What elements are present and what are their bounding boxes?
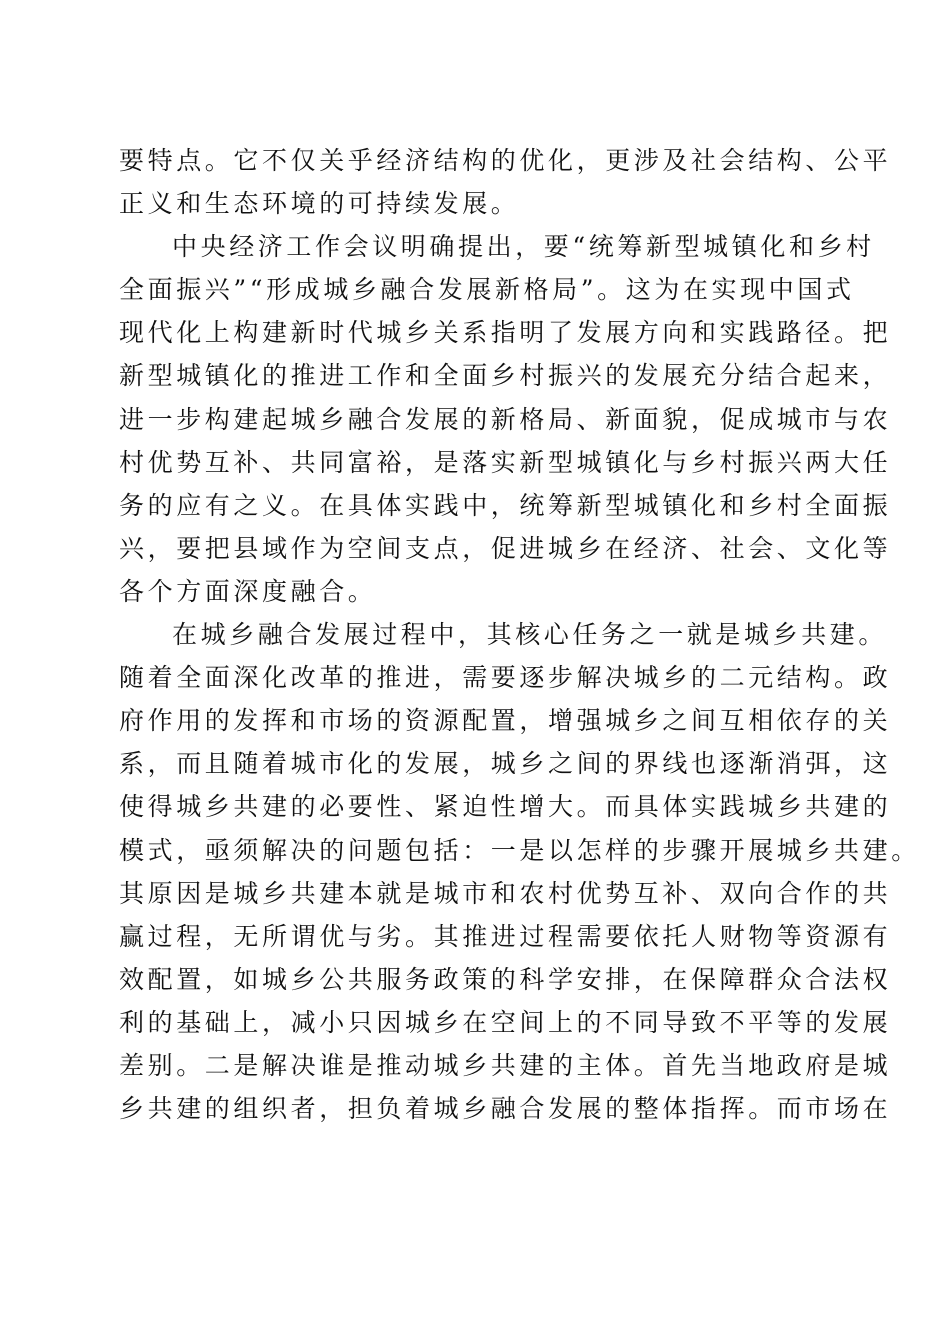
- text-line: 兴，要把县域作为空间支点，促进城乡在经济、社会、文化等: [119, 533, 892, 563]
- text-line: 差别。二是解决谁是推动城乡共建的主体。首先当地政府是城: [119, 1050, 892, 1080]
- text-line: 随着全面深化改革的推进，需要逐步解决城乡的二元结构。政: [119, 663, 892, 693]
- text-line: 各个方面深度融合。: [119, 576, 377, 606]
- text-line: 其原因是城乡共建本就是城市和农村优势互补、双向合作的共: [119, 878, 892, 908]
- text-line: 正义和生态环境的可持续发展。: [119, 189, 520, 219]
- text-line: 新型城镇化的推进工作和全面乡村振兴的发展充分结合起来，: [119, 361, 892, 391]
- text-line: 务的应有之义。在具体实践中，统筹新型城镇化和乡村全面振: [119, 490, 892, 520]
- text-line: 要特点。它不仅关乎经济结构的优化，更涉及社会结构、公平: [119, 146, 892, 175]
- text-line: 全面振兴”“形成城乡融合发展新格局”。这为在实现中国式: [119, 275, 855, 305]
- text-line: 府作用的发挥和市场的资源配置，增强城乡之间互相依存的关: [119, 706, 892, 736]
- text-line: 利的基础上，减小只因城乡在空间上的不同导致不平等的发展: [119, 1007, 892, 1037]
- text-line: 效配置，如城乡公共服务政策的科学安排，在保障群众合法权: [119, 964, 892, 994]
- text-line: 模式，亟须解决的问题包括：一是以怎样的步骤开展城乡共建。: [119, 835, 920, 865]
- paragraph-start-line: 在城乡融合发展过程中，其核心任务之一就是城乡共建。: [172, 620, 888, 650]
- paragraph-start-line: 中央经济工作会议明确提出，要“统筹新型城镇化和乡村: [172, 232, 875, 262]
- text-line: 使得城乡共建的必要性、紧迫性增大。而具体实践城乡共建的: [119, 792, 892, 822]
- body-text: [119, 139, 920, 1130]
- text-line: 村优势互补、共同富裕，是落实新型城镇化与乡村振兴两大任: [119, 447, 892, 477]
- text-line: 乡共建的组织者，担负着城乡融合发展的整体指挥。而市场在: [119, 1094, 892, 1124]
- text-line: 进一步构建起城乡融合发展的新格局、新面貌，促成城市与农: [119, 404, 892, 434]
- text-line: 系，而且随着城市化的发展，城乡之间的界线也逐渐消弭，这: [119, 749, 892, 779]
- text-line: 现代化上构建新时代城乡关系指明了发展方向和实践路径。把: [119, 318, 892, 348]
- text-line: 赢过程，无所谓优与劣。其推进过程需要依托人财物等资源有: [119, 921, 892, 951]
